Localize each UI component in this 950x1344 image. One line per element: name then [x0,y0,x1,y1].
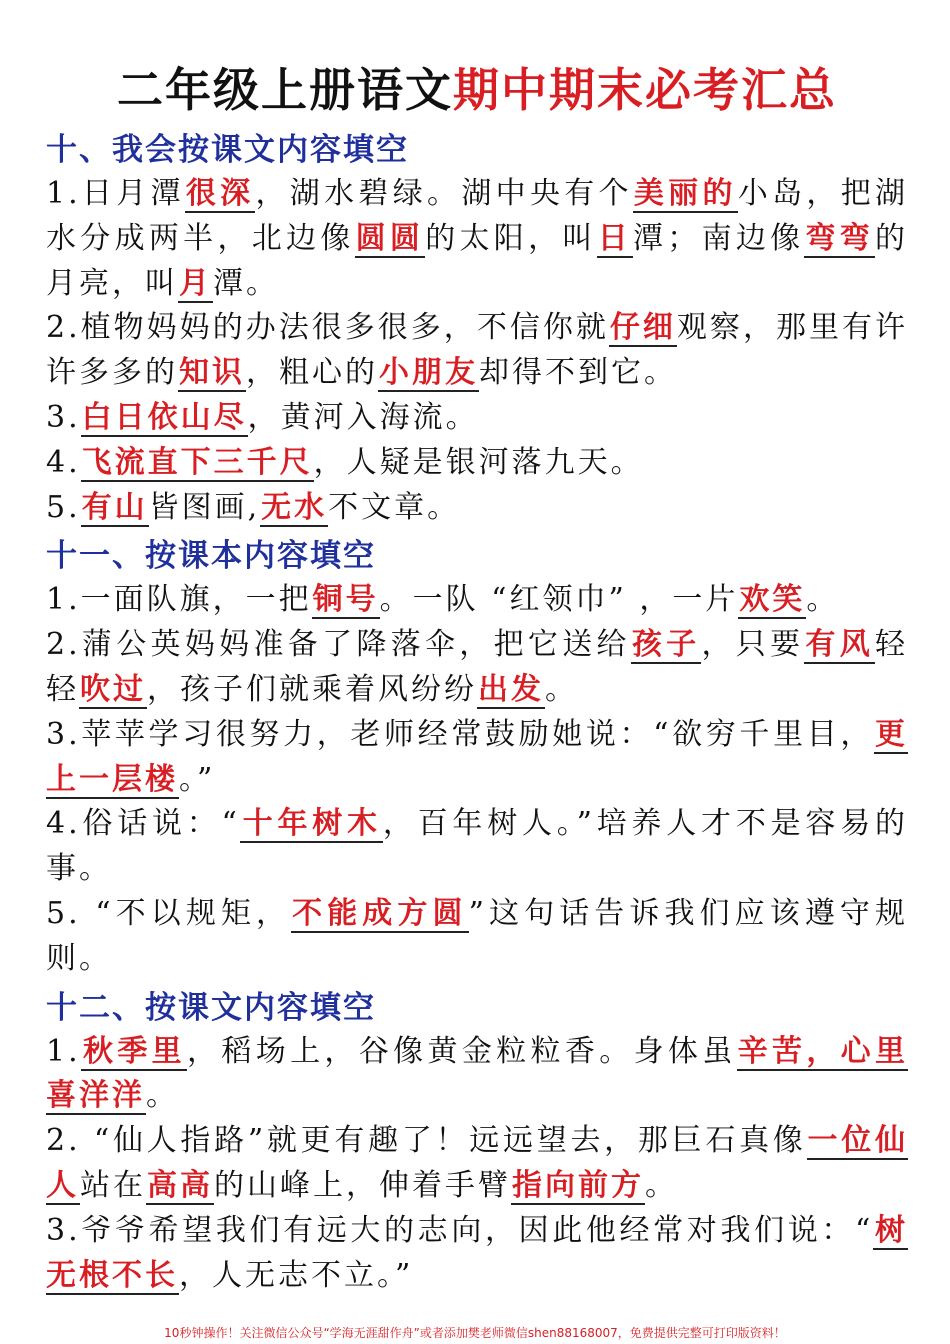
item-text: ，稻场上，谷像黄金粒粒香。身体虽 [187,1033,737,1069]
answer-blank: 吹过 [80,671,146,707]
answer-blank: 月 [179,265,212,301]
page-title [46,60,908,124]
fill-in-item [46,578,908,623]
item-text: 的太阳，叫 [425,220,597,256]
answer-blank: 孩子 [631,627,701,663]
item-text: 。 [146,1078,179,1114]
answer-blank: 白日依山尽 [81,399,247,435]
item-text: 潭。 [213,265,279,301]
answer-blank: 不能成方圆 [292,895,468,931]
fill-in-item [46,486,908,531]
item-text: 站在 [80,1167,146,1203]
section-heading: 十、我会按课文内容填空 [46,132,409,168]
item-text: 却得不到它。 [479,355,677,391]
answer-blank: 飞流直下三千尺 [81,444,313,480]
answer-blank: 秋季里 [81,1033,187,1069]
fill-in-item [46,172,908,306]
answer-blank: 欢笑 [739,582,806,618]
item-text: 的山峰上，伸着手臂 [214,1167,511,1203]
item-text: ，黄河入海流。 [247,399,479,435]
sections-container [46,128,908,1298]
section-heading: 十一、按课本内容填空 [46,538,376,575]
item-text: ，百年树人。”培养人才不是容易的事。 [46,806,908,887]
worksheet-page [46,60,908,1298]
answer-blank: 树无根不长 [46,1212,909,1293]
answer-blank: 弯弯 [805,220,875,256]
fill-in-item [46,441,908,486]
item-text: 不文章。 [328,489,461,525]
fill-in-item [46,1119,908,1209]
item-text: 潭；南边像 [632,220,805,256]
item-text: 5. [46,489,81,525]
fill-in-item [46,306,908,396]
answer-blank: 出发 [478,671,544,707]
answer-blank: 有风 [805,627,875,663]
item-text: 4. [46,444,81,480]
answer-blank: 铜号 [312,582,379,618]
section-heading: 十二、按课文内容填空 [46,989,376,1026]
fill-in-item [46,623,908,713]
answer-blank: 日 [597,220,632,256]
item-text: 小岛，把湖水分成两半，北边像 [46,176,909,256]
item-text: 。 [645,1167,678,1203]
fill-in-item [46,396,908,441]
item-text: 轻轻 [46,627,909,707]
item-text: ，粗心的 [246,355,378,391]
item-text: ，人无志不立。” [179,1257,414,1293]
item-text: 观察，那里有许许多多的 [46,310,909,391]
item-text: 4.俗话说：“ [46,806,240,842]
item-text: ，只要 [701,627,805,663]
answer-blank: 十年树木 [240,806,382,842]
answer-blank: 一位仙人 [46,1123,908,1203]
answer-blank: 高高 [147,1167,213,1203]
item-text: 的月亮，叫 [46,220,909,301]
item-text: 3.爷爷希望我们有远大的志向，因此他经常对我们说：“ [46,1212,874,1248]
title-red-part: 期中期末必考汇总 [453,63,837,117]
answer-blank: 有山 [81,489,148,525]
answer-blank: 小朋友 [379,355,478,391]
answer-blank: 无水 [261,489,328,525]
fill-in-item [46,713,908,803]
answer-blank: 很深 [185,176,255,211]
answer-blank: 知识 [179,355,245,391]
item-text: 。 [806,582,840,618]
answer-blank: 更上一层楼 [46,716,908,797]
item-text: 皆图画, [148,489,261,525]
item-text: ”这句话告诉我们应该遵守规则。 [46,895,908,976]
item-text: 2. “仙人指路”就更有趣了！远远望去，那巨石真像 [46,1123,807,1159]
item-text: ，孩子们就乘着风纷纷 [147,671,477,707]
item-text: ，湖水碧绿。湖中央有个 [255,176,633,211]
item-text: 3. [46,399,81,435]
item-text: 1. [46,1033,81,1069]
answer-blank: 仔细 [609,310,676,346]
item-text: ，人疑是银河落九天。 [313,444,644,480]
item-text: 。 [545,671,578,707]
answer-blank: 美丽的 [633,176,737,211]
fill-in-item [46,802,908,892]
fill-in-item [46,892,908,982]
item-text: 1.日月潭 [46,176,185,211]
fill-in-item [46,1209,908,1299]
answer-blank: 圆圆 [355,220,425,256]
footer-note: 10秒钟操作！关注微信公众号“学海无涯甜作舟”或者添加樊老师微信shen88168007，免费提供完整可打印版资料！ [164,1326,786,1340]
item-text: 2.蒲公英妈妈准备了降落伞，把它送给 [46,627,631,663]
answer-blank: 辛苦，心里喜洋洋 [46,1033,909,1114]
item-text: 1.一面队旗，一把 [46,582,312,618]
item-text: 。一队 “红领巾” ，一片 [379,582,739,618]
answer-blank: 指向前方 [512,1167,644,1203]
item-text: 2.植物妈妈的办法很多很多，不信你就 [46,310,609,346]
item-text: 。” [179,761,216,797]
item-text: 3.苹苹学习很努力，老师经常鼓励她说：“欲穷千里目， [46,716,874,752]
title-black-part: 二年级上册语文 [117,63,453,117]
fill-in-item [46,1030,908,1120]
item-text: 5. “不以规矩， [46,895,292,931]
